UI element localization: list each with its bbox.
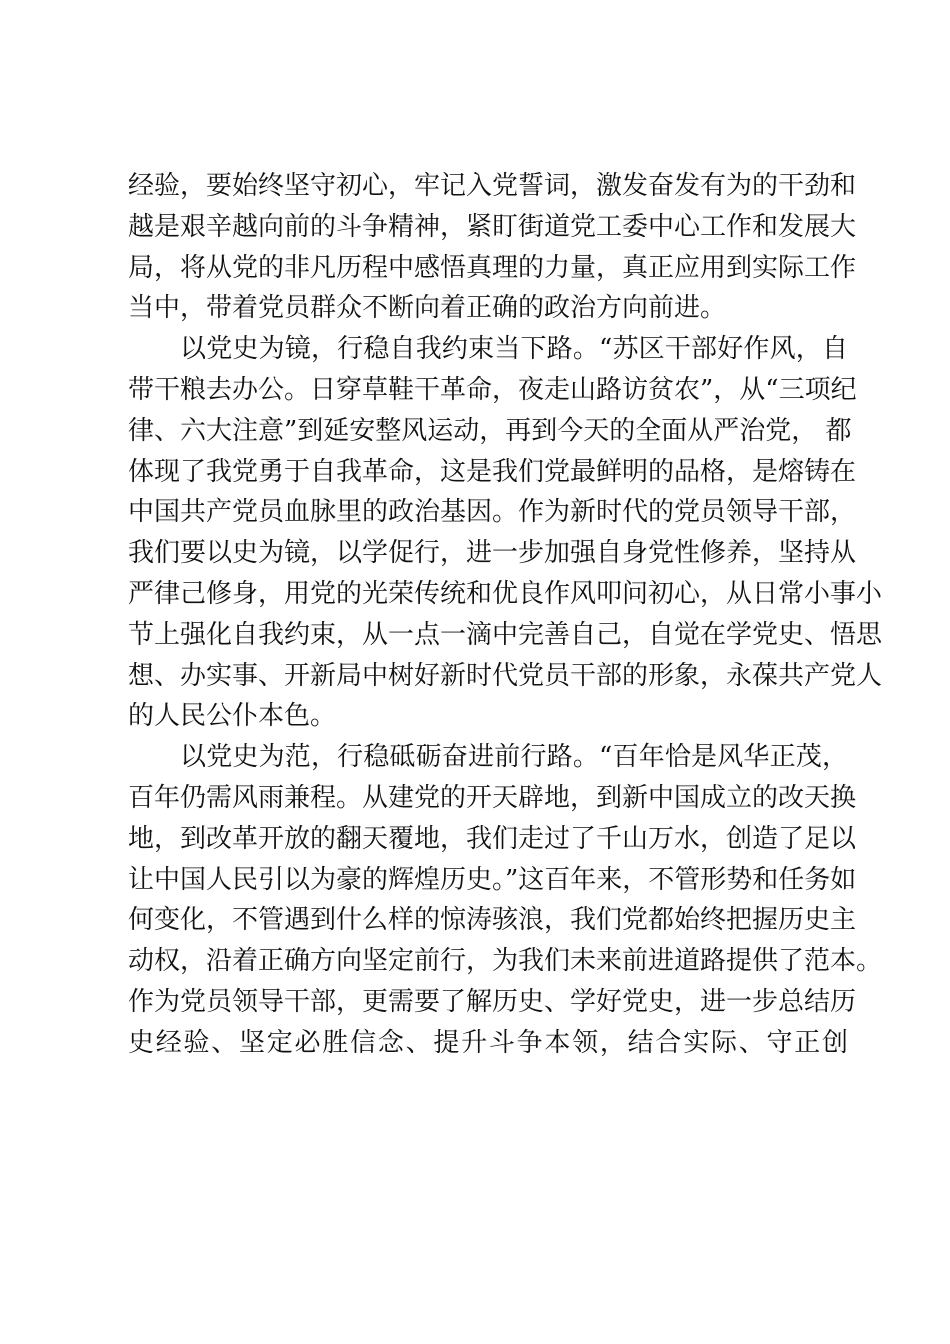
paragraph-3-line-4: 让中国人民引以为豪的辉煌历史。”这百年来，不管形势和任务如 (128, 864, 857, 895)
paragraph-1-line-2: 越是艰辛越向前的斗争精神，紧盯街道党工委中心工作和发展大 (128, 211, 857, 242)
paragraph-2-line-4: 体现了我党勇于自我革命，这是我们党最鲜明的品格，是熔铸在 (128, 456, 857, 487)
paragraph-1-line-3: 局，将从党的非凡历程中感悟真理的力量，真正应用到实际工作 (128, 252, 857, 283)
paragraph-1-line-4: 当中，带着党员群众不断向着正确的政治方向前进。 (128, 293, 727, 324)
paragraph-2-line-7: 严律己修身，用党的光荣传统和优良作风叩问初心，从日常小事小 (128, 578, 883, 609)
paragraph-2-line-2: 带干粮去办公。日穿草鞋干革命，夜走山路访贫农”，从“三项纪 (128, 374, 857, 405)
paragraph-2-line-5: 中国共产党员血脉里的政治基因。作为新时代的党员领导干部， (128, 497, 857, 528)
document-body (128, 166, 883, 1064)
paragraph-3-line-1: 以党史为范，行稳砥砺奋进前行路。“百年恰是风华正茂， (180, 742, 848, 773)
paragraph-3-line-2: 百年仍需风雨兼程。从建党的开天辟地，到新中国成立的改天换 (128, 782, 857, 813)
paragraph-3-line-7: 作为党员领导干部，更需要了解历史、学好党史，进一步总结历 (128, 986, 857, 1017)
paragraph-2-line-9: 想、办实事、开新局中树好新时代党员干部的形象，永葆共产党人 (128, 660, 883, 691)
paragraph-2-line-10: 的人民公仆本色。 (128, 701, 337, 732)
paragraph-2-line-8: 节上强化自我约束，从一点一滴中完善自己，自觉在学党史、悟思 (128, 619, 883, 650)
paragraph-2-line-1: 以党史为镜，行稳自我约束当下路。“苏区干部好作风，自 (180, 334, 848, 365)
paragraph-2-line-6: 我们要以史为镜，以学促行，进一步加强自身党性修养，坚持从 (128, 538, 857, 569)
paragraph-3-line-8: 史经验、坚定必胜信念、提升斗争本领，结合实际、守正创 (128, 1027, 848, 1058)
paragraph-3-line-3: 地，到改革开放的翻天覆地，我们走过了千山万水，创造了足以 (128, 823, 857, 854)
paragraph-2-line-3: 律、六大注意”到延安整风运动，再到今天的全面从严治党， 都 (128, 415, 852, 446)
paragraph-3-line-6: 动权，沿着正确方向坚定前行，为我们未来前进道路提供了范本。 (128, 946, 883, 977)
paragraph-1-line-1: 经验，要始终坚守初心，牢记入党誓词，激发奋发有为的干劲和 (128, 171, 857, 201)
paragraph-3-line-5: 何变化，不管遇到什么样的惊涛骇浪，我们党都始终把握历史主 (128, 905, 857, 936)
